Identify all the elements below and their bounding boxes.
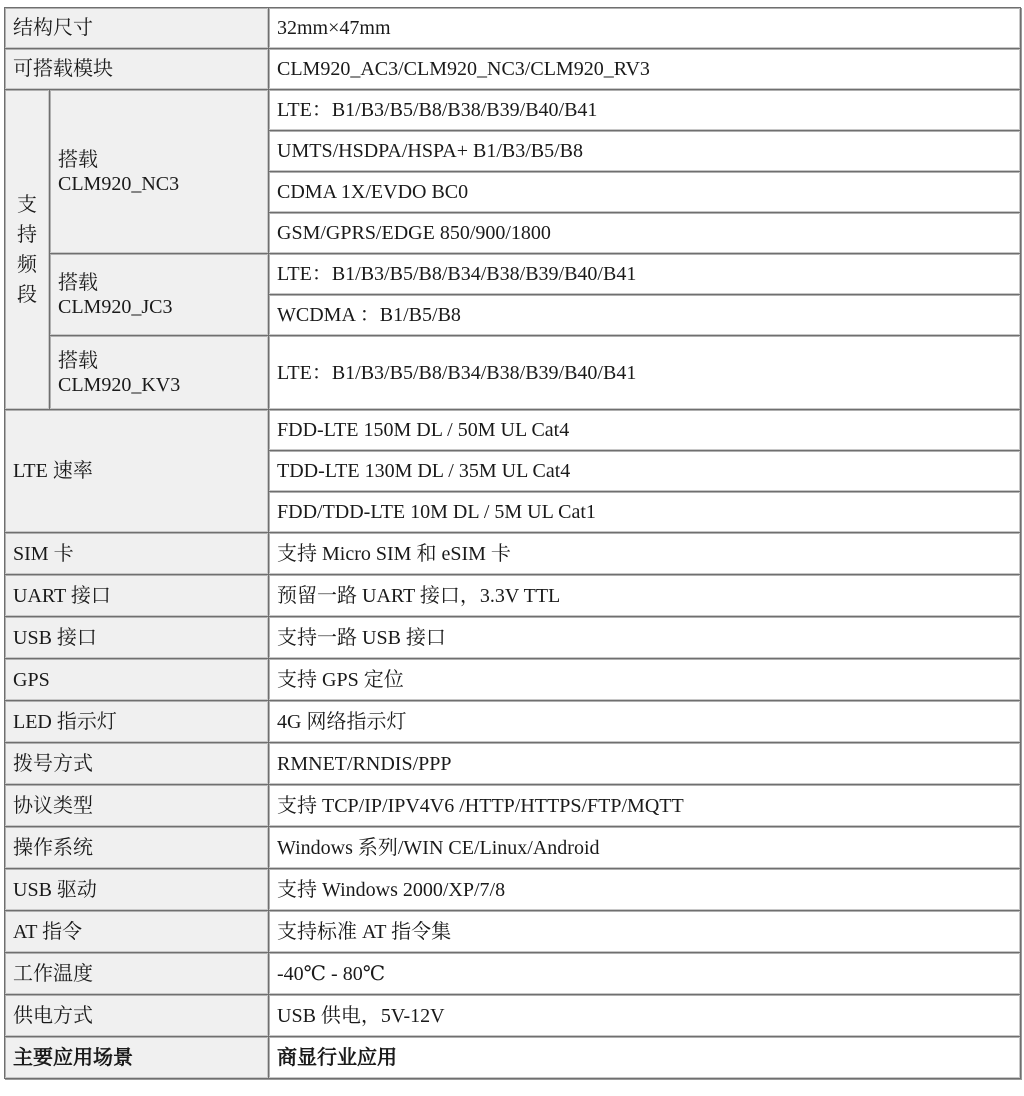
table-row xyxy=(5,869,1021,911)
table-row xyxy=(5,336,1021,410)
row-label-uart: UART 接口 xyxy=(5,575,269,617)
row-label-led: LED 指示灯 xyxy=(5,701,269,743)
row-value-os: Windows 系列/WIN CE/Linux/Android xyxy=(269,827,1021,869)
row-value-uart: 预留一路 UART 接口，3.3V TTL xyxy=(269,575,1021,617)
bands-label-char: 段 xyxy=(17,283,37,306)
row-value-at: 支持标准 AT 指令集 xyxy=(269,911,1021,953)
row-label-size: 结构尺寸 xyxy=(5,8,269,49)
row-value-protocol: 支持 TCP/IP/IPV4V6 /HTTP/HTTPS/FTP/MQTT xyxy=(269,785,1021,827)
row-label-temp: 工作温度 xyxy=(5,953,269,995)
table-row xyxy=(5,617,1021,659)
table-row xyxy=(5,410,1021,451)
nc3-title-line2: CLM920_NC3 xyxy=(58,172,180,195)
row-value-modules: CLM920_AC3/CLM920_NC3/CLM920_RV3 xyxy=(269,49,1021,90)
bands-label-char: 频 xyxy=(17,253,37,276)
table-row xyxy=(5,8,1021,49)
table-row xyxy=(5,659,1021,701)
row-value-dial: RMNET/RNDIS/PPP xyxy=(269,743,1021,785)
jc3-band-value: LTE：B1/B3/B5/B8/B34/B38/B39/B40/B41 xyxy=(269,254,1021,295)
table-row xyxy=(5,827,1021,869)
table-row xyxy=(5,953,1021,995)
bands-label-char: 持 xyxy=(17,223,37,246)
table-row xyxy=(5,49,1021,90)
table-row xyxy=(5,995,1021,1037)
lte-rate-value: FDD/TDD-LTE 10M DL / 5M UL Cat1 xyxy=(269,492,1021,533)
table-row xyxy=(5,1037,1021,1079)
row-value-power: USB 供电，5V-12V xyxy=(269,995,1021,1037)
row-label-lte-rate: LTE 速率 xyxy=(5,410,269,533)
row-label-usb-driver: USB 驱动 xyxy=(5,869,269,911)
row-value-led: 4G 网络指示灯 xyxy=(269,701,1021,743)
row-label-protocol: 协议类型 xyxy=(5,785,269,827)
row-label-modules: 可搭载模块 xyxy=(5,49,269,90)
jc3-title-line1: 搭载 xyxy=(58,271,98,294)
table-row xyxy=(5,743,1021,785)
nc3-band-value: GSM/GPRS/EDGE 850/900/1800 xyxy=(269,213,1021,254)
table-row xyxy=(5,911,1021,953)
row-label-at: AT 指令 xyxy=(5,911,269,953)
table-row xyxy=(5,254,1021,295)
bands-label-char: 支 xyxy=(17,193,37,216)
row-label-os: 操作系统 xyxy=(5,827,269,869)
lte-rate-value: FDD-LTE 150M DL / 50M UL Cat4 xyxy=(269,410,1021,451)
row-value-usb-driver: 支持 Windows 2000/XP/7/8 xyxy=(269,869,1021,911)
nc3-band-value: CDMA 1X/EVDO BC0 xyxy=(269,172,1021,213)
row-label-sim: SIM 卡 xyxy=(5,533,269,575)
row-value-size: 32mm×47mm xyxy=(269,8,1021,49)
kv3-title-line1: 搭载 xyxy=(58,349,98,372)
table-row xyxy=(5,701,1021,743)
lte-rate-value: TDD-LTE 130M DL / 35M UL Cat4 xyxy=(269,451,1021,492)
row-value-usb: 支持一路 USB 接口 xyxy=(269,617,1021,659)
row-label-scenario: 主要应用场景 xyxy=(5,1037,269,1079)
table-row xyxy=(5,575,1021,617)
table-row xyxy=(5,785,1021,827)
kv3-title-line2: CLM920_KV3 xyxy=(58,373,181,396)
row-label-gps: GPS xyxy=(5,659,269,701)
jc3-title-line2: CLM920_JC3 xyxy=(58,295,173,318)
table-row xyxy=(5,533,1021,575)
nc3-band-value: LTE：B1/B3/B5/B8/B38/B39/B40/B41 xyxy=(269,90,1021,131)
row-value-scenario: 商显行业应用 xyxy=(269,1037,1021,1079)
nc3-band-value: UMTS/HSDPA/HSPA+ B1/B3/B5/B8 xyxy=(269,131,1021,172)
kv3-module-label xyxy=(50,336,269,410)
row-label-dial: 拨号方式 xyxy=(5,743,269,785)
row-value-sim: 支持 Micro SIM 和 eSIM 卡 xyxy=(269,533,1021,575)
nc3-title-line1: 搭载 xyxy=(58,148,98,171)
row-label-power: 供电方式 xyxy=(5,995,269,1037)
jc3-band-value: WCDMA ：B1/B5/B8 xyxy=(269,295,1021,336)
nc3-module-label xyxy=(50,90,269,254)
row-label-usb: USB 接口 xyxy=(5,617,269,659)
row-value-temp: -40℃ - 80℃ xyxy=(269,953,1021,995)
bands-group-label xyxy=(5,90,50,410)
row-value-gps: 支持 GPS 定位 xyxy=(269,659,1021,701)
jc3-module-label xyxy=(50,254,269,336)
spec-table xyxy=(4,7,1021,1079)
kv3-band-value: LTE：B1/B3/B5/B8/B34/B38/B39/B40/B41 xyxy=(269,336,1021,410)
table-row xyxy=(5,90,1021,131)
